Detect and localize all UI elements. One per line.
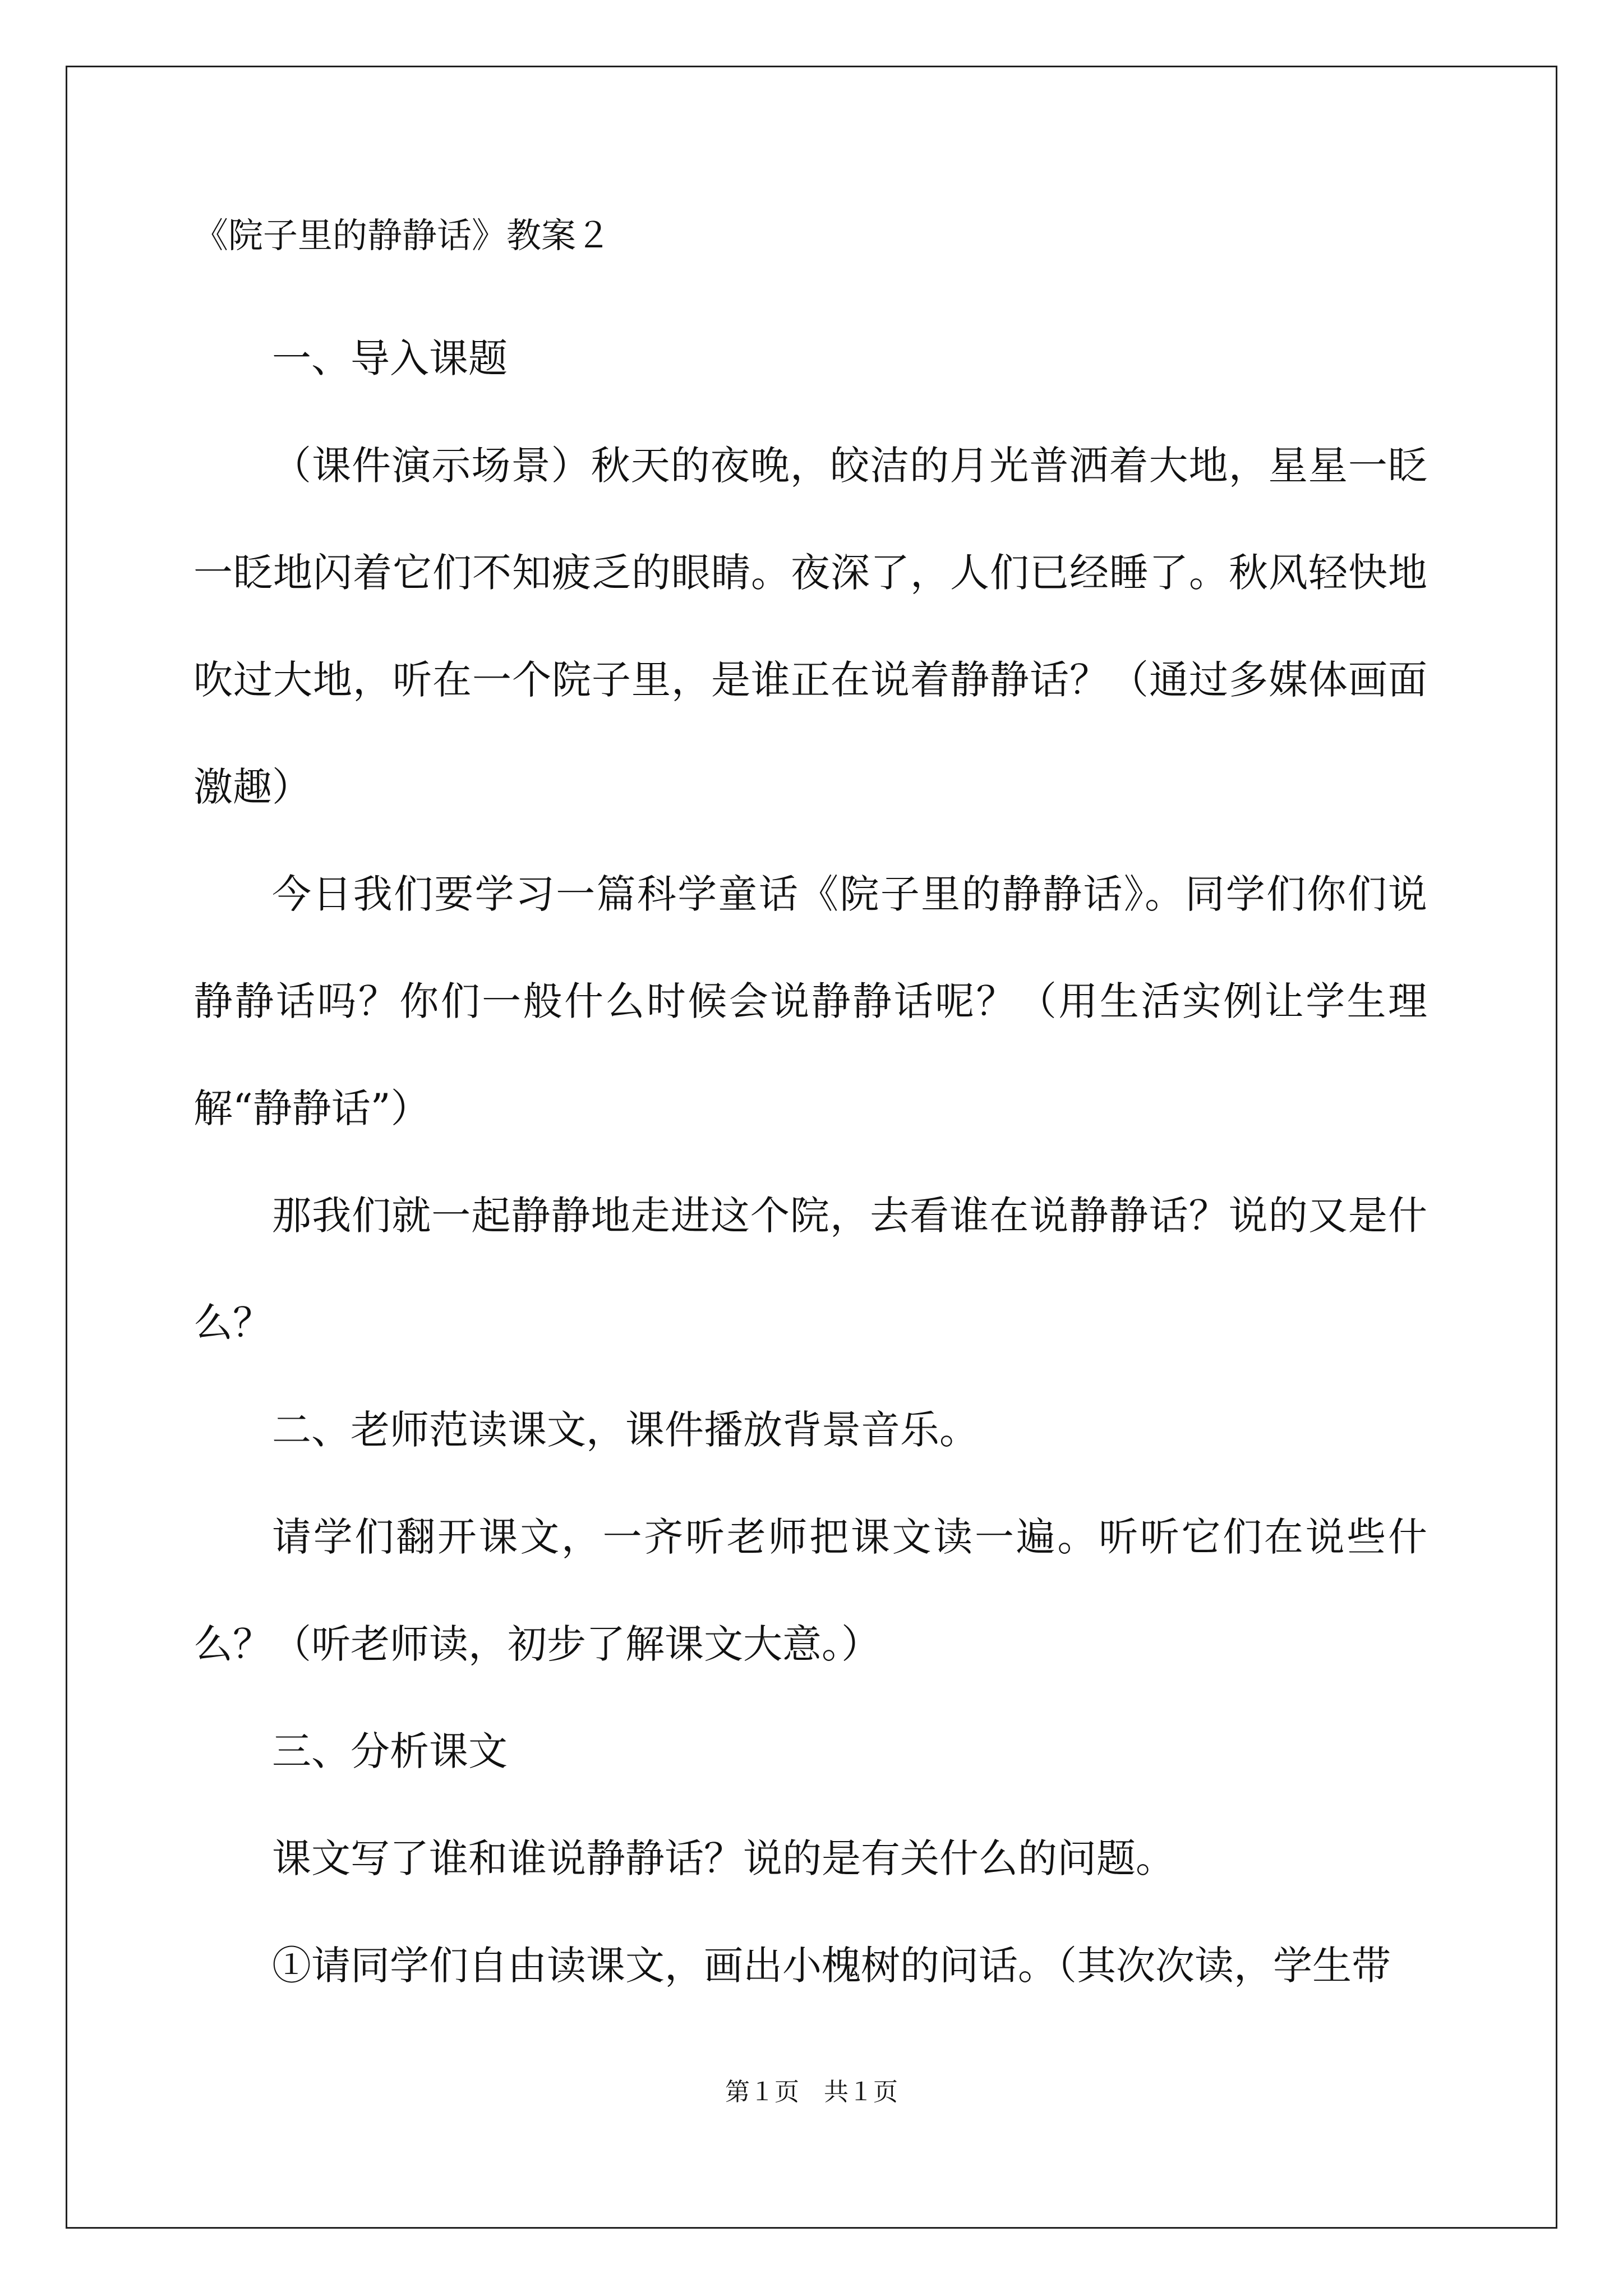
paragraph: 那我们就一起静静地走进这个院，去看谁在说静静话？说的又是什么？ <box>193 1193 1427 1346</box>
paragraph: ①请同学们自由读课文，画出小槐树的问话。（其次次读，学生带 <box>272 1943 1391 1989</box>
paragraph: 课文写了谁和谁说静静话？说的是有关什么的问题。 <box>272 1835 1175 1881</box>
section-heading: 一、导入课题 <box>272 335 508 381</box>
paragraph: （课件演示场景）秋天的夜晚，皎洁的月光普洒着大地，星星一眨一眨地闪着它们不知疲乏的眼睛。夜深了，人们已经睡了。秋风轻快地吹过大地，听在一个院子里，是谁正在说着静静话？（通过多媒体画面激趣） <box>193 443 1427 810</box>
document-title: 《院子里的静静话》教案２ <box>193 215 611 256</box>
page-number-footer: 第１页 共１页 <box>725 2078 898 2106</box>
section-heading: 二、老师范读课文，课件播放背景音乐。 <box>272 1407 979 1453</box>
paragraph: 请学们翻开课文，一齐听老师把课文读一遍。听听它们在说些什么？（听老师读，初步了解课文大意。） <box>193 1514 1427 1667</box>
section-heading: 三、分析课文 <box>272 1728 508 1774</box>
paragraph: 今日我们要学习一篇科学童话《院子里的静静话》。同学们你们说静静话吗？你们一般什么时候会说静静话呢？（用生活实例让学生理解“静静话”） <box>193 871 1427 1131</box>
document-body <box>193 208 1427 2019</box>
